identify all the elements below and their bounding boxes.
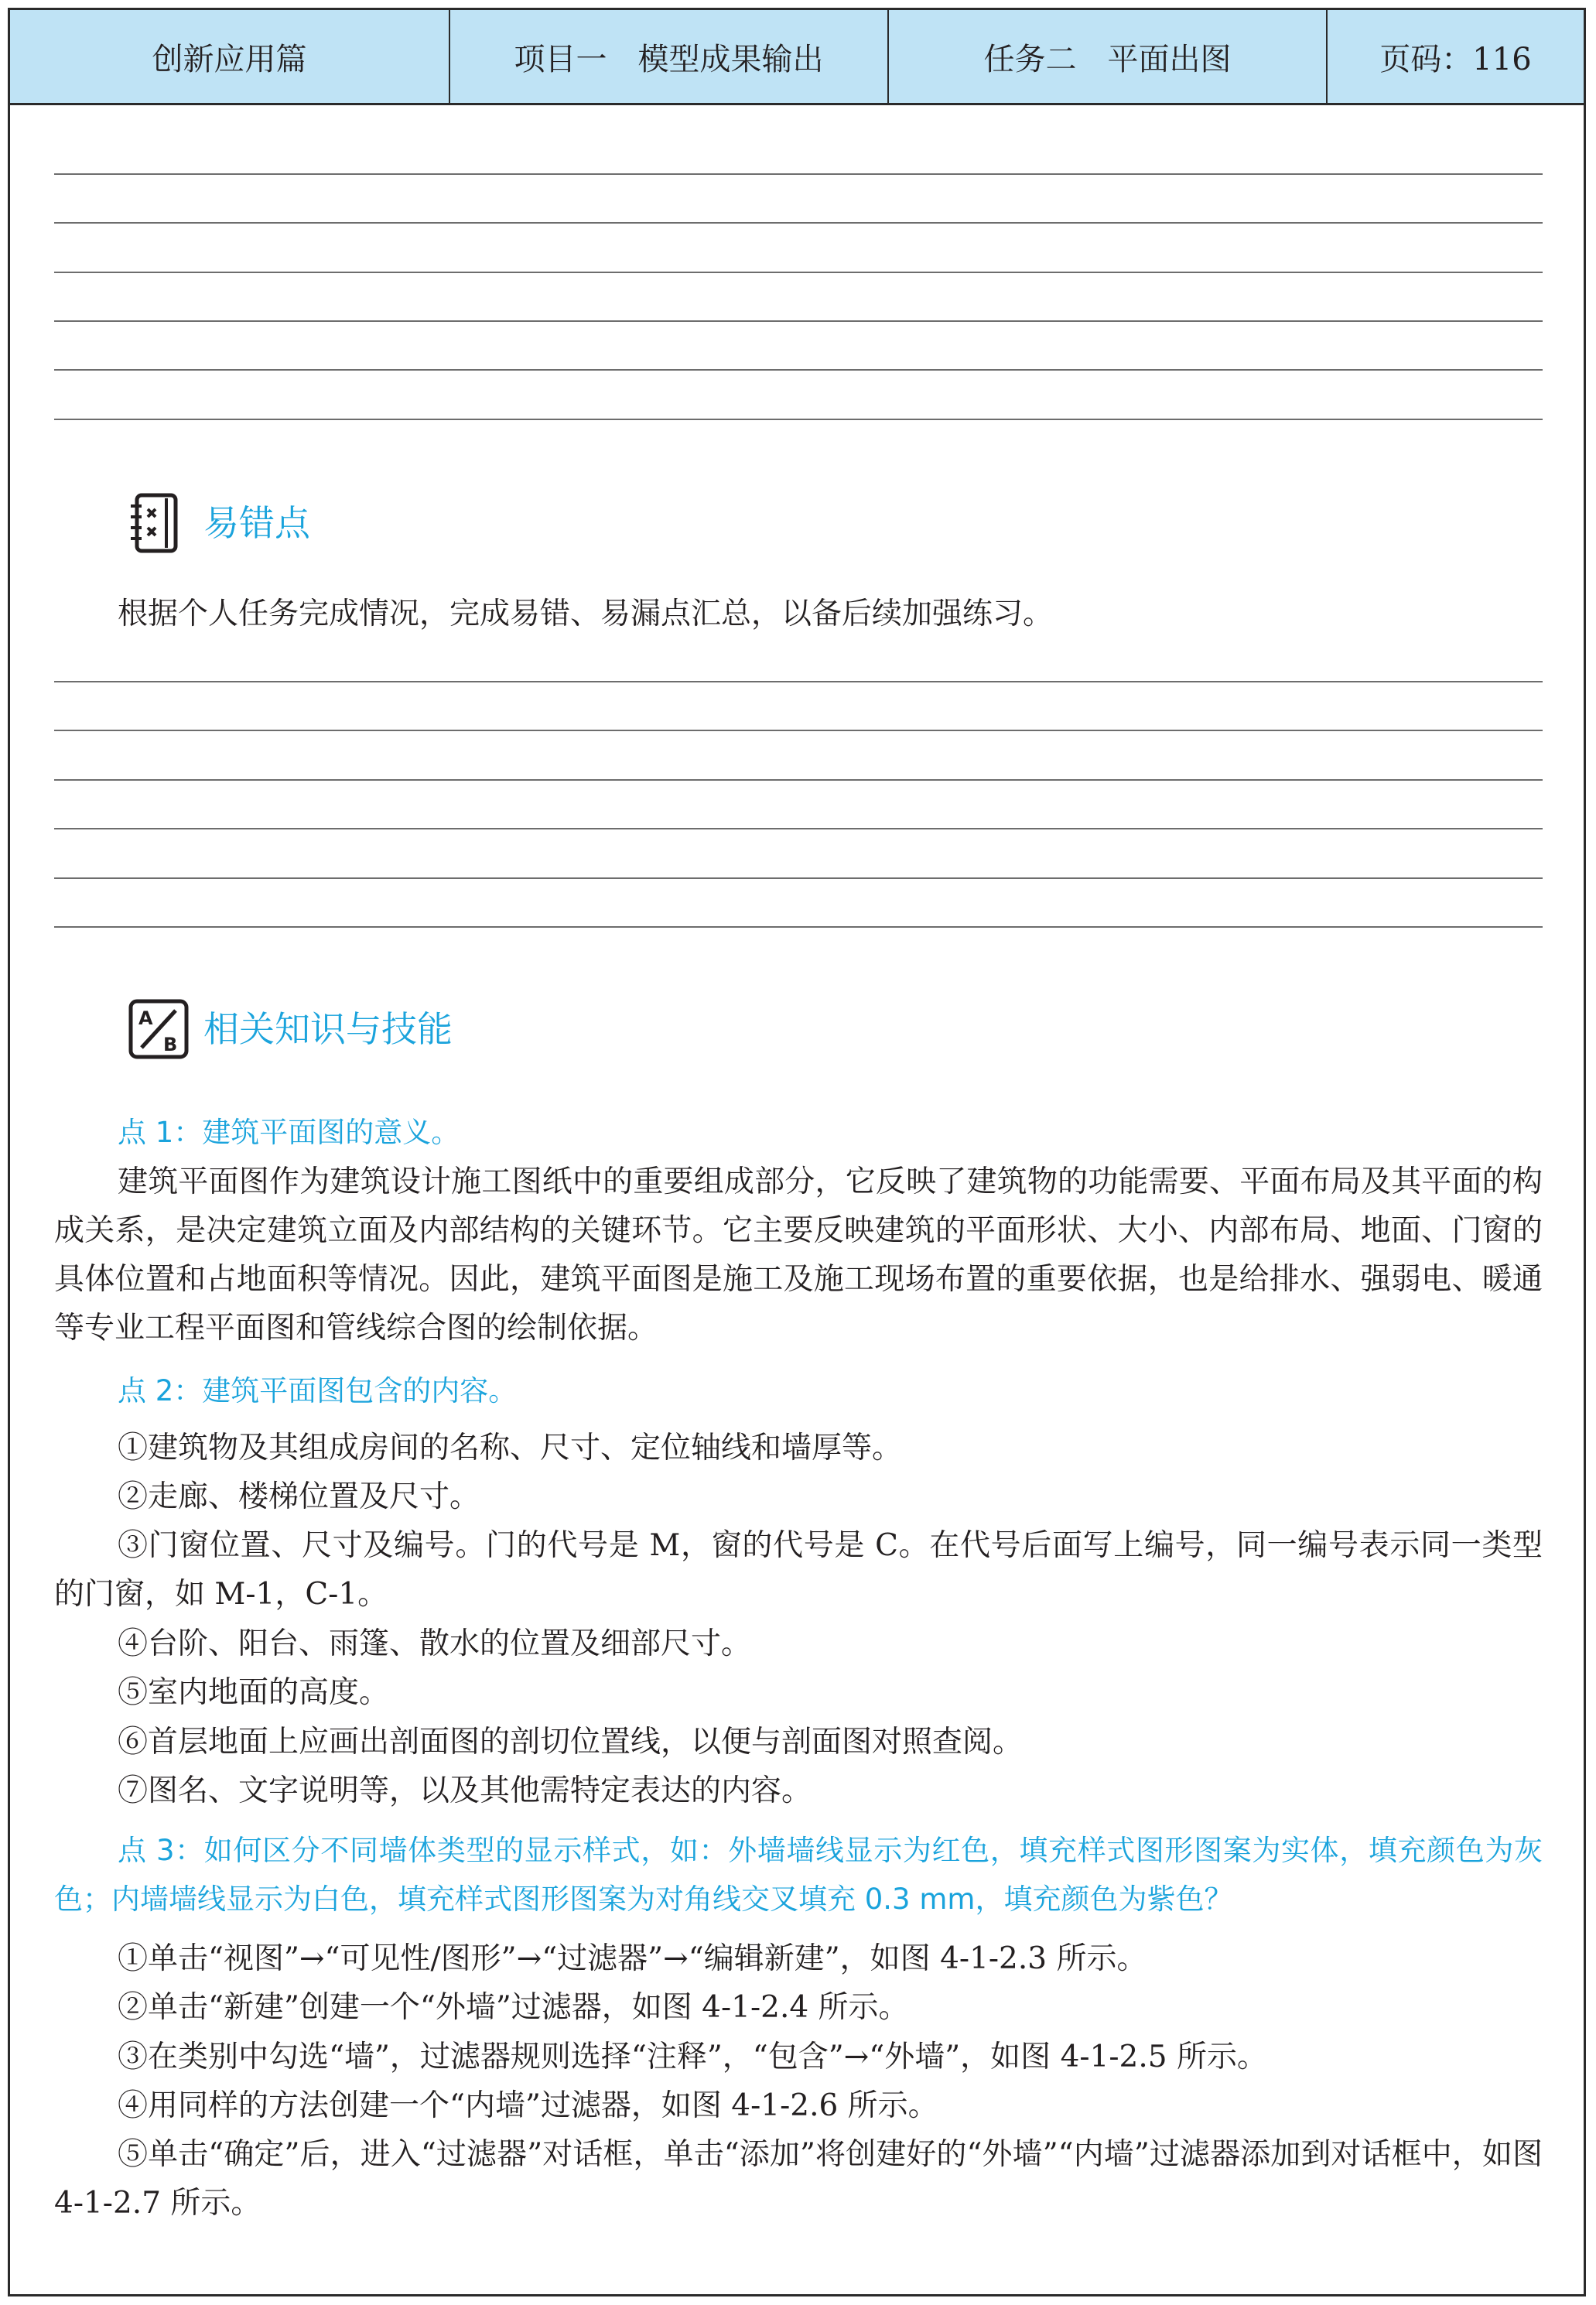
writing-line xyxy=(54,320,1543,322)
point3-item: ④用同样的方法创建一个“内墙”过滤器，如图 4-1-2.6 所示。 xyxy=(118,2088,938,2123)
point2-item: ④台阶、阳台、雨篷、散水的位置及细部尺寸。 xyxy=(118,1626,752,1661)
writing-line xyxy=(54,272,1543,273)
a-slash-b-icon xyxy=(128,998,190,1060)
point1-text: 建筑平面图作为建筑设计施工图纸中的重要组成部分，它反映了建筑物的功能需要、平面布局及其平面的构成关系，是决定建筑立面及内部结构的关键环节。它主要反映建筑的平面形状、大小、内部布局、地面、门窗的具体位置和占地面积等情况。因此，建筑平面图是施工及施工现场布置的重要依据，也是给排水、强弱电、暖通等专业工程平面图和管线综合图的绘制依据。 xyxy=(54,1164,1543,1346)
point2-item: ①建筑物及其组成房间的名称、尺寸、定位轴线和墙厚等。 xyxy=(118,1431,903,1465)
point3-item: ②单击“新建”创建一个“外墙”过滤器，如图 4-1-2.4 所示。 xyxy=(118,1990,909,2025)
writing-line xyxy=(54,369,1543,371)
error-notebook-icon xyxy=(128,492,190,554)
point2-item: ⑤室内地面的高度。 xyxy=(118,1675,390,1710)
writing-line xyxy=(54,419,1543,420)
writing-line xyxy=(54,828,1543,829)
writing-line xyxy=(54,681,1543,682)
header-section: 创新应用篇 xyxy=(10,10,450,103)
point2-title: 点 2：建筑平面图包含的内容。 xyxy=(118,1374,518,1407)
point2-item: ⑦图名、文字说明等，以及其他需特定表达的内容。 xyxy=(118,1773,812,1808)
point3-item: ⑤单击“确定”后，进入“过滤器”对话框，单击“添加”将创建好的“外墙”“内墙”过滤器添加到对话框中，如图 4-1-2.7 所示。 xyxy=(54,2137,1543,2221)
writing-line xyxy=(54,779,1543,781)
point2-item: ⑥首层地面上应画出剖面图的剖切位置线，以便与剖面图对照查阅。 xyxy=(118,1725,1024,1760)
point2-item: ③门窗位置、尺寸及编号。门的代号是 M，窗的代号是 C。在代号后面写上编号，同一编号表示同一类型的门窗，如 M-1，C-1。 xyxy=(54,1528,1543,1612)
svg-text:A: A xyxy=(138,1007,153,1029)
header-project: 项目一 模型成果输出 xyxy=(450,10,889,103)
section-title-mistakes: 易错点 xyxy=(203,502,310,544)
writing-line xyxy=(54,877,1543,879)
writing-line xyxy=(54,926,1543,928)
point3-title: 点 3：如何区分不同墙体类型的显示样式，如：外墙墙线显示为红色，填充样式图形图案为实体，填充颜色为灰色；内墙墙线显示为白色，填充样式图形图案为对角线交叉填充 0.3 mm，填充颜色为紫色？ xyxy=(54,1834,1543,1916)
page-header xyxy=(8,8,1586,105)
section-title-knowledge: 相关知识与技能 xyxy=(203,1008,453,1050)
writing-line xyxy=(54,730,1543,731)
point2-item: ②走廊、楼梯位置及尺寸。 xyxy=(118,1479,480,1514)
writing-line xyxy=(54,173,1543,175)
svg-text:B: B xyxy=(163,1034,178,1055)
point3-item: ③在类别中勾选“墙”，过滤器规则选择“注释”，“包含”→“外墙”，如图 4-1-2.5 所示。 xyxy=(118,2040,1267,2074)
header-page-number: 页码：116 xyxy=(1379,41,1532,77)
point3-item: ①单击“视图”→“可见性/图形”→“过滤器”→“编辑新建”，如图 4-1-2.3 所示。 xyxy=(118,1941,1147,1976)
writing-line xyxy=(54,222,1543,224)
point1-title: 点 1：建筑平面图的意义。 xyxy=(118,1116,460,1149)
mistakes-intro: 根据个人任务完成情况，完成易错、易漏点汇总，以备后续加强练习。 xyxy=(118,597,1054,631)
header-task: 任务二 平面出图 xyxy=(889,10,1328,103)
